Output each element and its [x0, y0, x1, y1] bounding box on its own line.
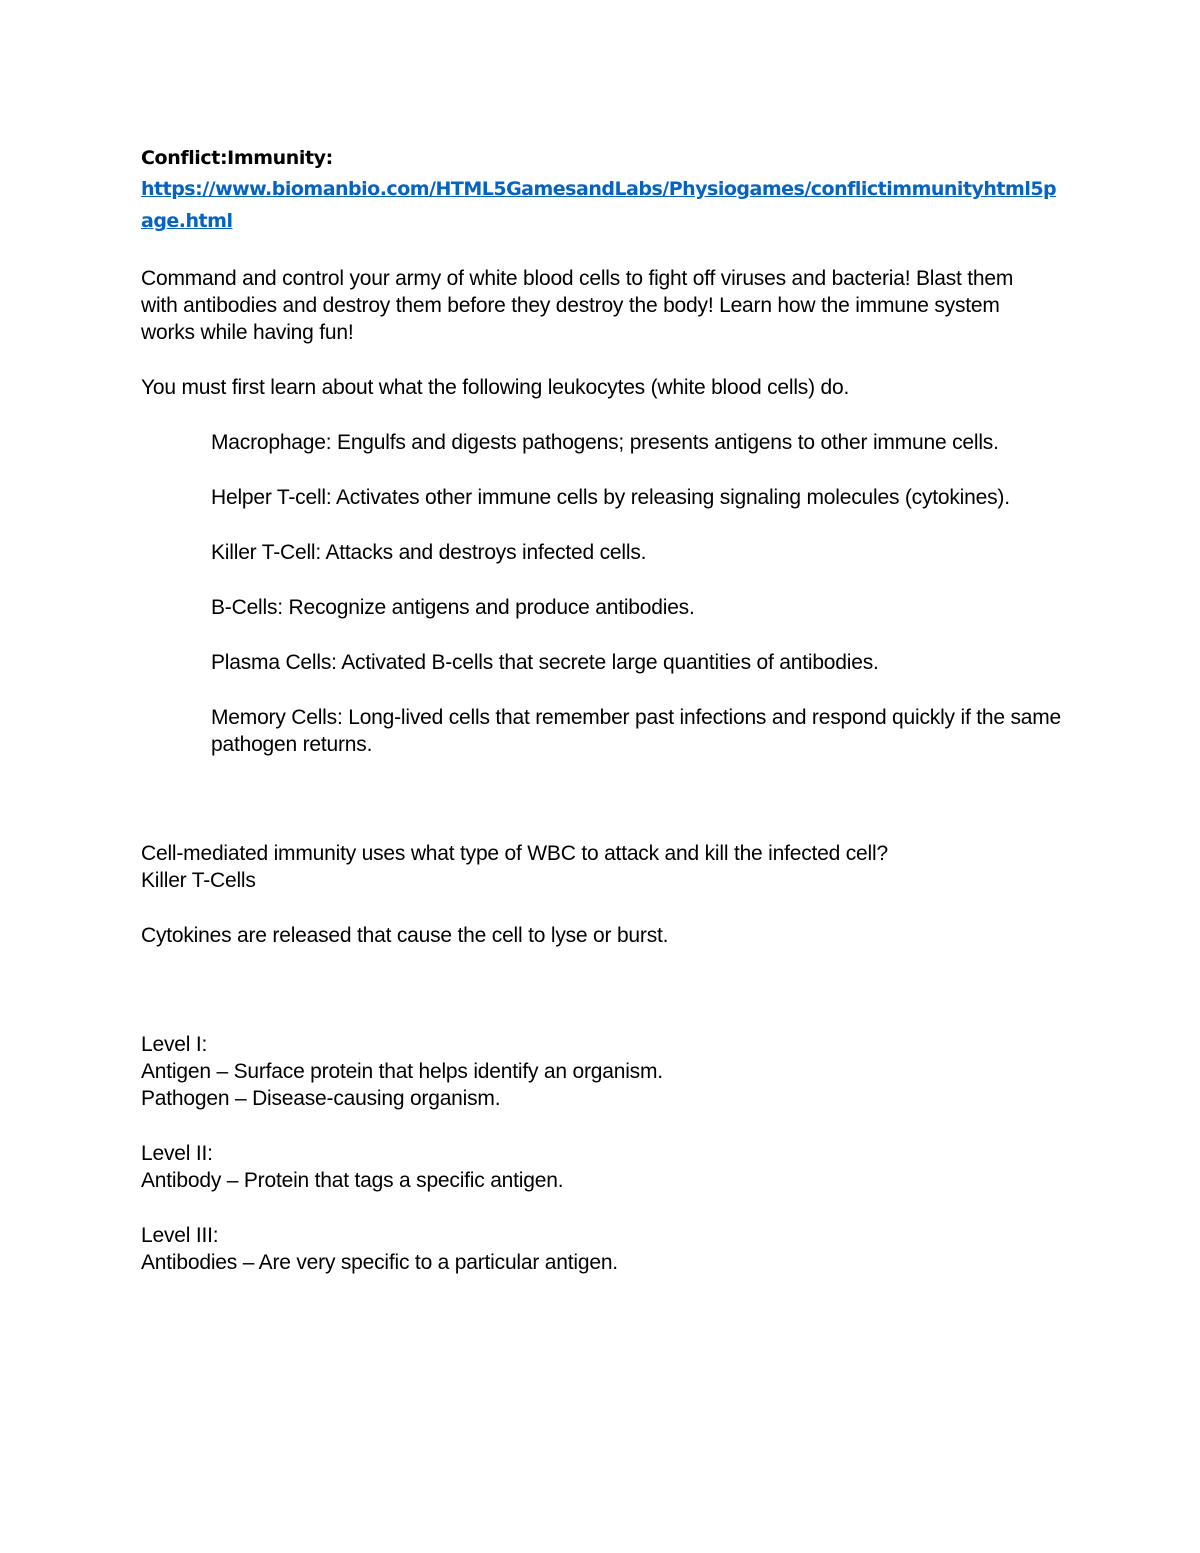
definition-plasma-cells: Plasma Cells: Activated B-cells that secrete large quantities of antibodies.	[211, 651, 879, 674]
document-page	[141, 145, 1071, 1276]
question-text: Cell-mediated immunity uses what type of WBC to attack and kill the infected cell?	[141, 842, 888, 865]
level-title: Level II:	[141, 1142, 213, 1165]
question-block	[141, 840, 1071, 894]
answer-text: Killer T-Cells	[141, 869, 256, 892]
level-line: Pathogen – Disease-causing organism.	[141, 1087, 501, 1110]
link-text-line-2: html	[185, 210, 233, 232]
definition-macrophage: Macrophage: Engulfs and digests pathogens; presents antigens to other immune cells.	[211, 431, 999, 454]
game-link[interactable]	[141, 173, 1061, 237]
page-title: Conflict:Immunity:	[141, 147, 333, 169]
level-line: Antibodies – Are very specific to a particular antigen.	[141, 1251, 618, 1274]
followup-text: Cytokines are released that cause the cell to lyse or burst.	[141, 924, 669, 947]
leukocyte-definitions	[211, 429, 1061, 758]
definition-b-cells: B-Cells: Recognize antigens and produce antibodies.	[211, 596, 695, 619]
level-2	[141, 1140, 1071, 1194]
link-text-line-1: https://www.biomanbio.com/HTML5GamesandLabs/Physiogames/conflictimmunityhtml5page.	[141, 178, 1057, 232]
intro-paragraph: Command and control your army of white blood cells to fight off viruses and bacteria! Blast them with antibodies and destroy them before they destroy the body! Learn how the immune system works while having fun!	[141, 267, 1014, 344]
level-title: Level III:	[141, 1224, 219, 1247]
level-title: Level I:	[141, 1033, 208, 1056]
definition-memory-cells: Memory Cells: Long-lived cells that remember past infections and respond quickly if the same pathogen returns.	[211, 706, 1061, 756]
level-3	[141, 1222, 1071, 1276]
level-1	[141, 1031, 1071, 1112]
leukocytes-lead: You must first learn about what the following leukocytes (white blood cells) do.	[141, 376, 850, 399]
definition-killer-t-cell: Killer T-Cell: Attacks and destroys infected cells.	[211, 541, 647, 564]
definition-helper-t-cell: Helper T-cell: Activates other immune cells by releasing signaling molecules (cytokines).	[211, 486, 1010, 509]
levels-section	[141, 1031, 1071, 1276]
level-line: Antibody – Protein that tags a specific antigen.	[141, 1169, 564, 1192]
level-line: Antigen – Surface protein that helps identify an organism.	[141, 1060, 663, 1083]
